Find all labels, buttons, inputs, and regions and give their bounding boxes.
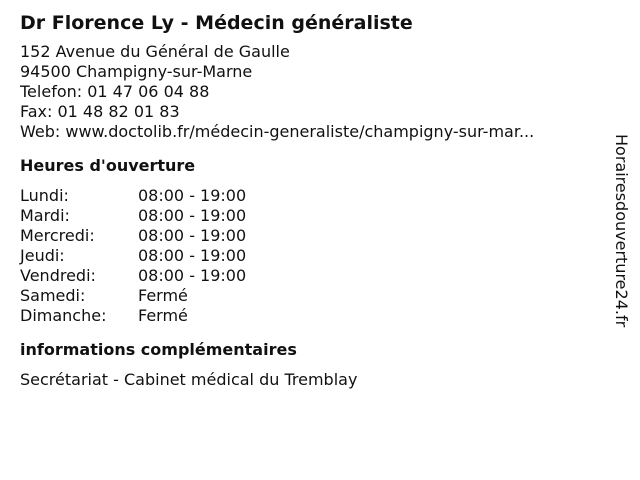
day-label: Mardi: — [20, 206, 70, 225]
web-line[interactable]: Web: www.doctolib.fr/médecin-generaliste/champigny-sur-mar... — [20, 122, 535, 141]
listing-card — [20, 10, 600, 390]
day-hours: 08:00 - 19:00 — [138, 226, 247, 245]
day-label: Vendredi: — [20, 266, 96, 285]
day-hours: Fermé — [138, 286, 188, 305]
day-label: Lundi: — [20, 186, 69, 205]
day-hours: 08:00 - 19:00 — [138, 206, 247, 225]
day-hours: 08:00 - 19:00 — [138, 186, 247, 205]
hours-row — [20, 266, 246, 286]
hours-row — [20, 186, 246, 206]
hours-row — [20, 206, 246, 226]
contact-block — [20, 42, 600, 142]
day-label: Jeudi: — [20, 246, 65, 265]
hours-row — [20, 226, 246, 246]
day-hours: 08:00 - 19:00 — [138, 246, 247, 265]
info-text: Secrétariat - Cabinet médical du Tremblay — [20, 370, 358, 389]
day-label: Samedi: — [20, 286, 86, 305]
page-title: Dr Florence Ly - Médecin généraliste — [20, 12, 413, 34]
hours-row — [20, 306, 246, 326]
day-label: Mercredi: — [20, 226, 95, 245]
address-street: 152 Avenue du Général de Gaulle — [20, 42, 290, 61]
site-watermark: Horairesdouverture24.fr — [612, 134, 631, 328]
day-label: Dimanche: — [20, 306, 107, 325]
address-city: 94500 Champigny-sur-Marne — [20, 62, 253, 81]
info-heading: informations complémentaires — [20, 340, 297, 359]
phone-line: Telefon: 01 47 06 04 88 — [20, 82, 210, 101]
hours-row — [20, 246, 246, 266]
day-hours: Fermé — [138, 306, 188, 325]
hours-row — [20, 286, 246, 306]
hours-table — [20, 186, 246, 326]
day-hours: 08:00 - 19:00 — [138, 266, 247, 285]
hours-heading: Heures d'ouverture — [20, 156, 196, 175]
fax-line: Fax: 01 48 82 01 83 — [20, 102, 180, 121]
